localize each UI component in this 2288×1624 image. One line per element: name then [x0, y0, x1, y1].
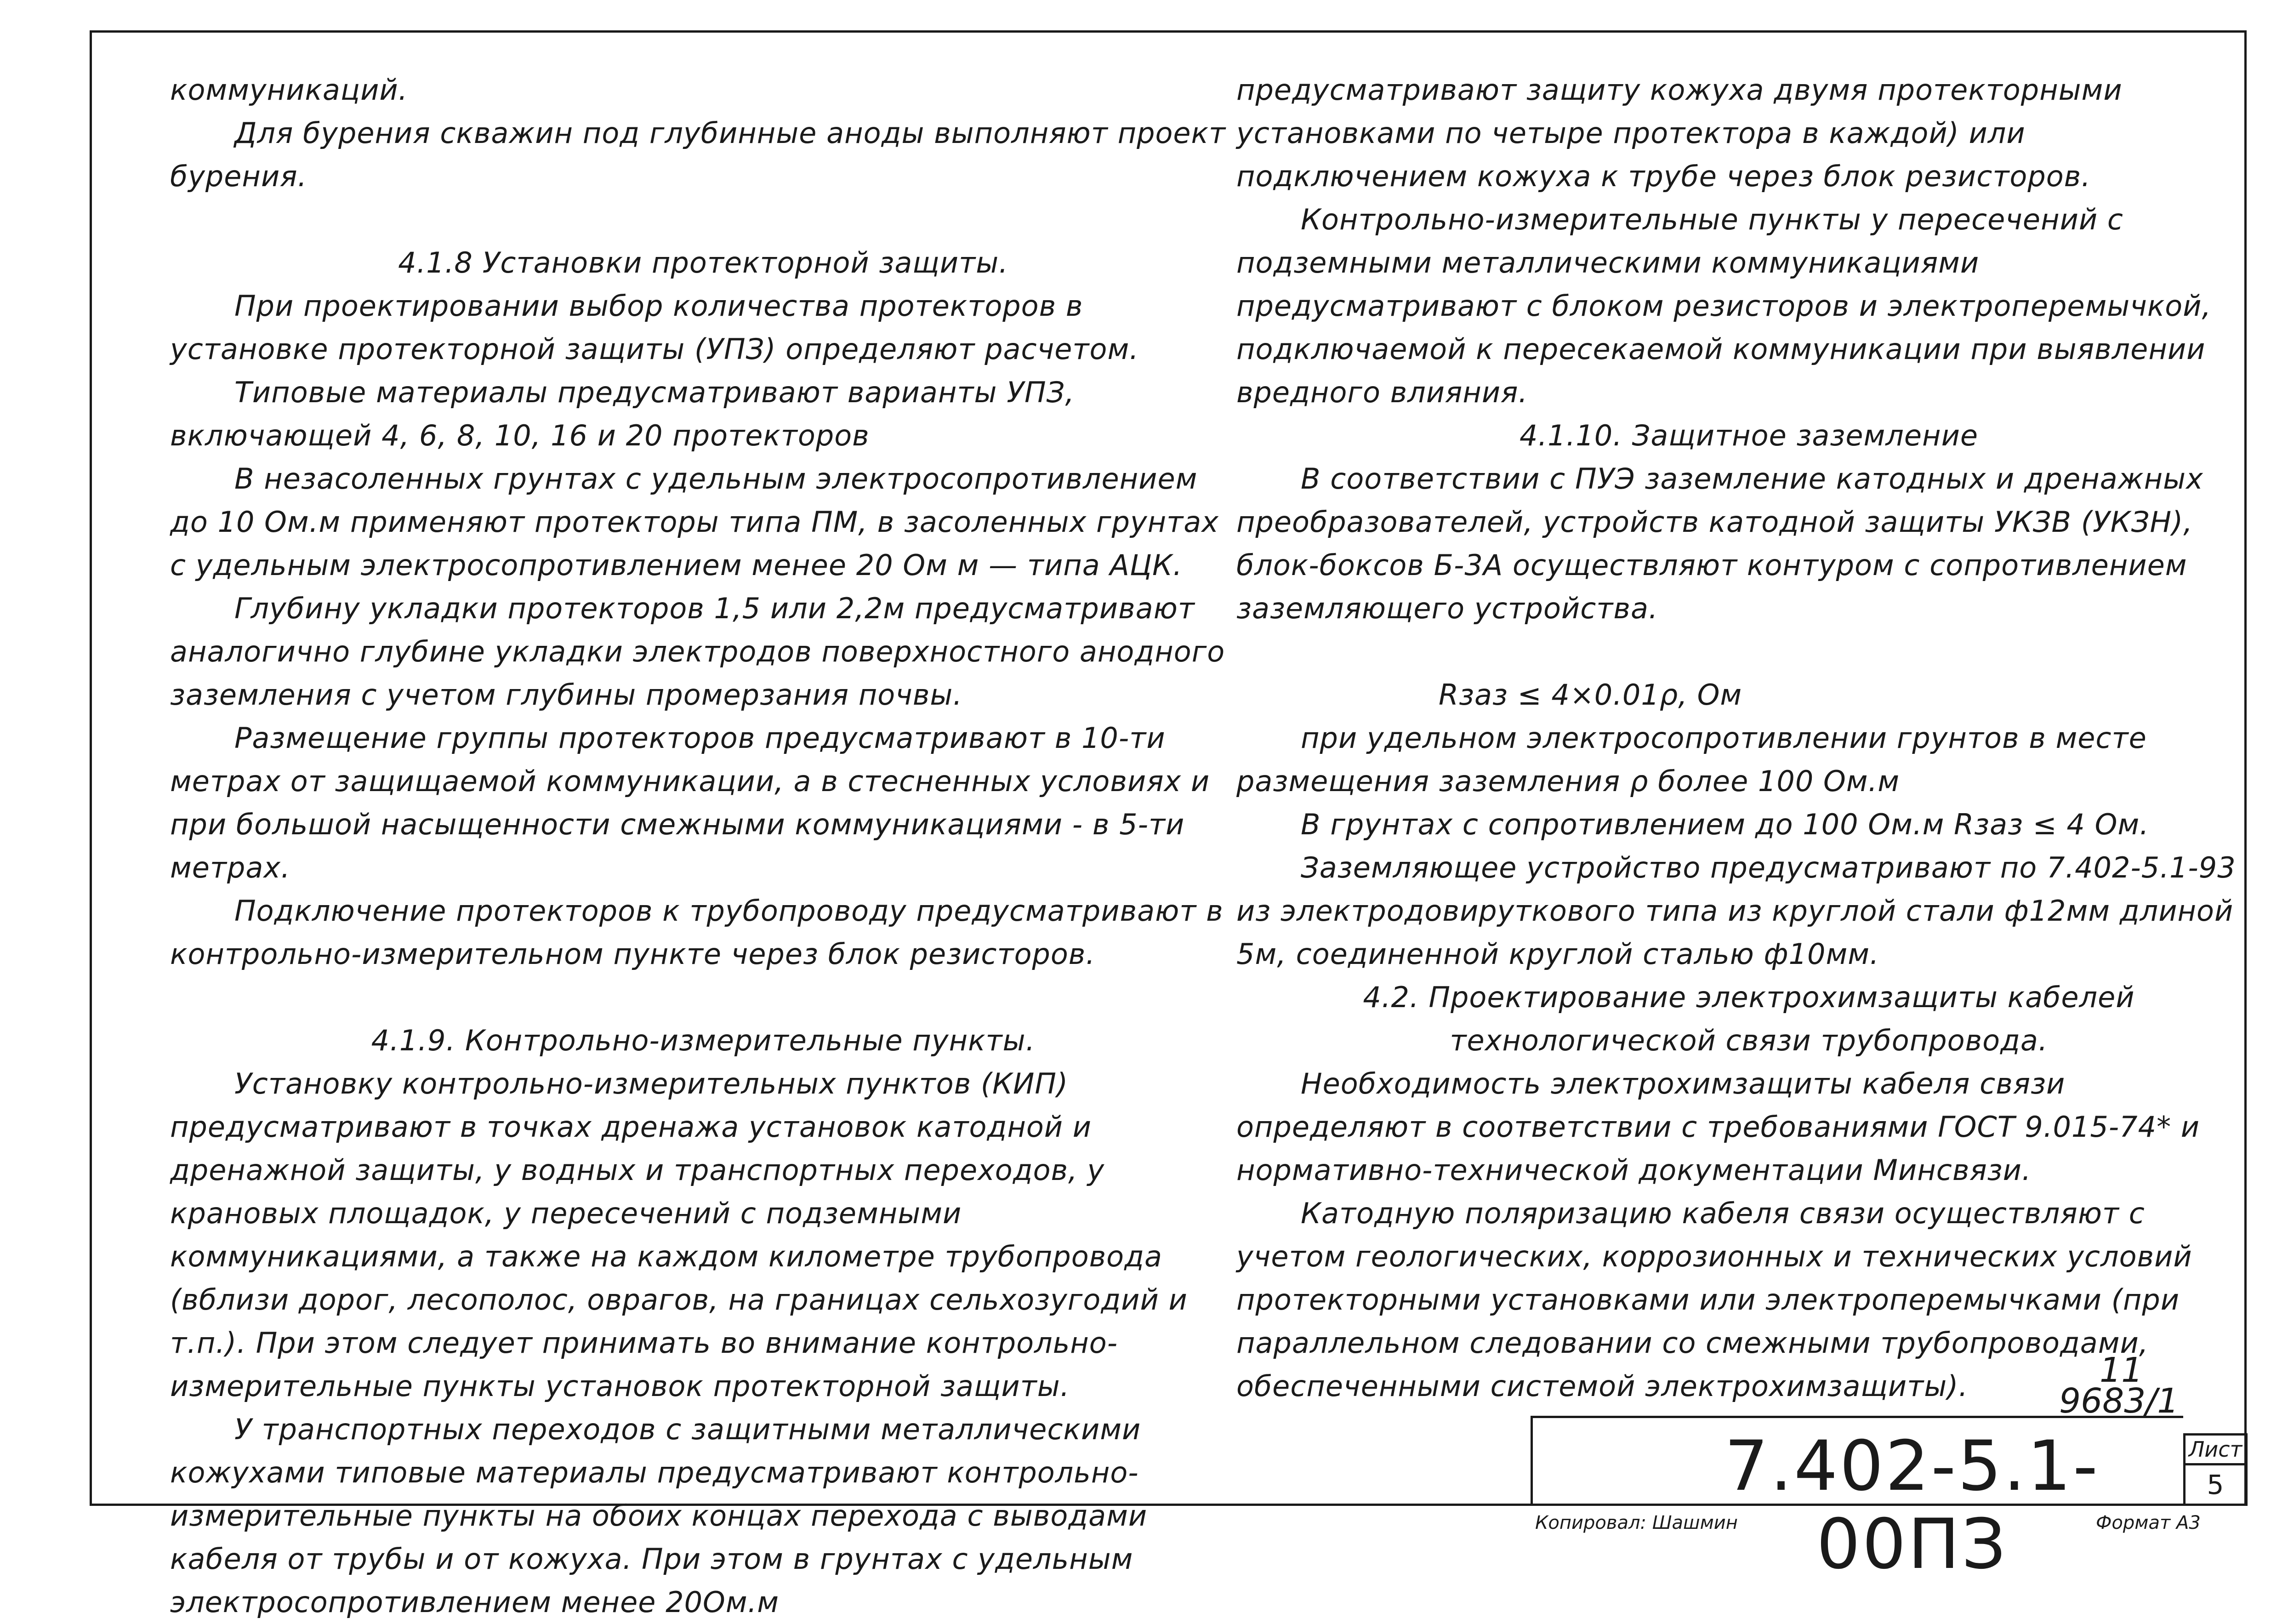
paragraph: Подключение протекторов к трубопроводу предусматривают в контрольно-измерительном пункте через блок резисторов. [170, 894, 1224, 971]
inventory-number: 9683/1 [2059, 1381, 2179, 1421]
document-code: 7.402-5.1-00ПЗ [1724, 1426, 2100, 1584]
formula: Rзаз ≤ 4×0.01ρ, Ом [1439, 678, 1742, 712]
paragraph: В незасоленных грунтах с удельным электросопротивлением до 10 Ом.м применяют протекторы типа ПМ, в засоленных грунтах с удельным электросопротивлением менее 20 Ом м — типа АЦК. [170, 462, 1219, 582]
paragraph: Типовые материалы предусматривают варианты УПЗ, включающей 4, 6, 8, 10, 16 и 20 протекторов [170, 376, 1075, 452]
section-heading: 4.1.10. Защитное заземление [1519, 419, 1979, 452]
paragraph: В грунтах с сопротивлением до 100 Ом.м Rзаз ≤ 4 Ом. [1301, 808, 2149, 841]
paragraph: У транспортных переходов с защитными металлическими кожухами типовые материалы предусматривают контрольно-измерительные пункты на обоих концах перехода с выводами кабеля от трубы и от кожуха. При этом в грунтах с удельным электросопротивлением менее 20Ом.м [170, 1413, 1148, 1619]
paragraph: Необходимость электрохимзащиты кабеля связи определяют в соответствии с требованиями ГОСТ 9.015-74* и нормативно-технической документации Минсвязи. [1236, 1067, 2200, 1187]
paragraph: Размещение группы протекторов предусматривают в 10-ти метрах от защищаемой коммуникации, а в стесненных условиях и при большой насыщенности смежными коммуникациями - в 5-ти метрах. [170, 721, 1210, 884]
sheet-label: Лист [2188, 1437, 2242, 1462]
section-heading: 4.2. Проектирование электрохимзащиты кабелей технологической связи трубопровода. [1363, 980, 2135, 1057]
paragraph: предусматривают защиту кожуха двумя протекторными установками по четыре протектора в каждой) или подключением кожуха к трубе через блок резисторов. [1236, 73, 2123, 193]
paragraph: Катодную поляризацию кабеля связи осуществляют с учетом геологических, коррозионных и технических условий протекторными установками или электроперемычками (при параллельном следовании со смежными трубопроводами, обеспеченными системой электрохимзащиты). [1236, 1197, 2192, 1403]
inventory-number-top: 11 [2100, 1350, 2143, 1390]
paragraph: В соответствии с ПУЭ заземление катодных и дренажных преобразователей, устройств катодной защиты УКЗВ (УКЗН), блок-боксов Б-3А осуществляют контуром с сопротивлением заземляющего устройства. [1236, 462, 2203, 625]
paragraph: Заземляющее устройство предусматривают по 7.402-5.1-93 из электродовируткового типа из круглой стали ф12мм длиной 5м, соединенной круглой сталью ф10мм. [1236, 851, 2236, 971]
paragraph: при удельном электросопротивлении грунтов в месте размещения заземления ρ более 100 Ом.м [1236, 721, 2147, 798]
divider [2186, 1463, 2245, 1465]
right-text-column [1236, 68, 2261, 1408]
format-note: Формат А3 [2096, 1512, 2201, 1533]
sheet-number-cell [2183, 1433, 2248, 1506]
left-text-column [170, 68, 1236, 1624]
paragraph: Глубину укладки протекторов 1,5 или 2,2м предусматривают аналогично глубине укладки электродов поверхностного анодного заземления с учетом глубины промерзания почвы. [170, 592, 1225, 712]
paragraph: Контрольно-измерительные пункты у пересечений с подземными металлическими коммуникациями предусматривают с блоком резисторов и электроперемычкой, подключаемой к пересекаемой коммуникации при выявлении вредного влияния. [1236, 203, 2212, 409]
paragraph: коммуникаций. [170, 73, 408, 107]
sheet-number: 5 [2207, 1469, 2224, 1500]
paragraph: Для бурения скважин под глубинные аноды выполняют проект бурения. [170, 116, 1226, 193]
paragraph: При проектировании выбор количества протекторов в установке протекторной защиты (УПЗ) определяют расчетом. [170, 289, 1139, 366]
paragraph: Установку контрольно-измерительных пунктов (КИП) предусматривают в точках дренажа установок катодной и дренажной защиты, у водных и транспортных переходов, у крановых площадок, у пересечений с подземными коммуникациями, а также на каждом километре трубопровода (вблизи дорог, лесополос, оврагов, на границах сельхозугодий и т.п.). При этом следует принимать во внимание контрольно-измерительные пункты установок протекторной защиты. [170, 1067, 1188, 1403]
copied-by-note: Копировал: Шашмин [1535, 1512, 1738, 1533]
section-heading: 4.1.9. Контрольно-измерительные пункты. [371, 1024, 1036, 1057]
section-heading: 4.1.8 Установки протекторной защиты. [398, 246, 1008, 279]
